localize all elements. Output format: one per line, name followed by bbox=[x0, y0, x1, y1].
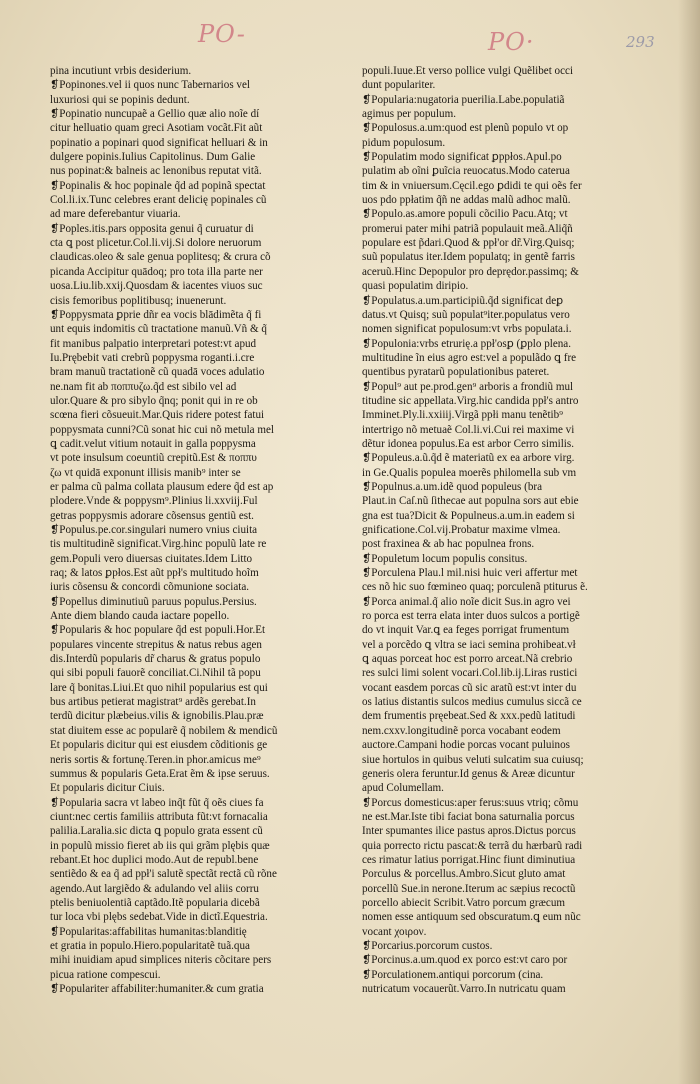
text-line: Iu.Prębebit vati crebrũ poppysma roganti.i.cre bbox=[50, 351, 255, 364]
text-line: er palma cũ palma collata plausum edere q̃d est ap bbox=[50, 480, 274, 493]
text-line: ❡Populo.as.amore populi cõcilio Pacu.Atq; vt bbox=[362, 208, 568, 221]
handwritten-mark-left: PO- bbox=[198, 20, 246, 48]
text-line: nomen esse antiquum sed obscuratum.ꝗ eum nũc bbox=[362, 911, 581, 924]
text-line: ❡Populetum locum populis consitus. bbox=[362, 552, 528, 565]
text-line: datus.vt Quisq; suũ populat⁹iter.populatus vero bbox=[362, 308, 570, 321]
text-line: ❡Porculationem.antiqui porcorum (cina. bbox=[362, 968, 544, 981]
text-line: ro porca est terra elata inter duos sulcos a portigẽ bbox=[362, 610, 580, 623]
text-line: ❡Porcinus.a.um.quod ex porco est:vt caro por bbox=[362, 954, 568, 967]
text-line: agendo.Aut largiẽdo & adulando vel aliis corru bbox=[50, 882, 259, 895]
text-line: gem.Populi vero diuersas ciuitates.Idem Litto bbox=[50, 552, 253, 565]
text-line: agimus per populum. bbox=[362, 108, 456, 121]
text-line: claudicas.oleo & sale genua poplitesq; & crura cõ bbox=[50, 251, 271, 264]
text-line: ꝗ cadit.velut vitium notauit in galla poppysma bbox=[50, 437, 256, 450]
text-line: pina incutiunt vrbis desiderium. bbox=[50, 65, 192, 77]
text-line: nus popinat:& balneis ac lenonibus reputat vitã. bbox=[50, 165, 262, 178]
text-line: poppysmata cunni?Cũ sonat hic cui nõ metula mel bbox=[50, 423, 274, 436]
text-line: dem frumentis pręebeat.Sed & xxx.pedũ latitudi bbox=[362, 710, 576, 723]
text-line: ne est.Mar.Iste tibi faciat bona saturnalia porcus bbox=[362, 810, 575, 823]
text-line: pidum populosum. bbox=[362, 136, 446, 149]
text-line: fit manibus palpatio interpretari potest:vt apud bbox=[50, 337, 257, 350]
text-line: ❡Populnus.a.um.idẽ quod populeus (bra bbox=[362, 480, 542, 493]
text-line: titudine sic appellata.Virg.hic candida ppł's antro bbox=[362, 394, 579, 407]
text-line: pulatim ab oĩni ꝑuĩcia reuocatus.Modo caterua bbox=[362, 165, 570, 178]
text-line: suũ populatus iter.Idem populatq; in gentẽ farris bbox=[362, 251, 575, 264]
text-line: do vt inquit Var.ꝗ ea feges porrigat frumentum bbox=[362, 624, 570, 637]
text-line: tur loca vbi plębs sedebat.Vide in dictĩ.Equestria. bbox=[50, 911, 268, 924]
text-line: gnificatione.Col.vij.Probatur maxime vlmea. bbox=[362, 524, 561, 536]
text-line: porcellũ Sue.in nerone.Iterum ac sæpius recoctũ bbox=[362, 882, 576, 895]
text-line: vocant χοιρον. bbox=[362, 925, 427, 938]
text-line: bram manuũ tractationẽ cũ quadā voces adulatio bbox=[50, 366, 265, 379]
text-line: ❡Populosus.a.um:quod est plenũ populo vt op bbox=[362, 122, 569, 135]
text-line: sentiẽdo & ea q̃ ad ppł'i salutẽ spectãt rectã cũ rõne bbox=[50, 868, 277, 881]
text-line: ❡Popinalis & hoc popinale q̃d ad popinã spectat bbox=[50, 179, 266, 192]
text-line: rebant.Et hoc duplici modo.Aut de republ.bene bbox=[50, 853, 259, 866]
text-line: ❡Poppysmata ꝑprie dñr ea vocis blādimẽta q̃ fi bbox=[50, 308, 262, 321]
text-line: cta ꝗ post plicetur.Col.li.vij.Si dolore neruorum bbox=[50, 237, 262, 250]
text-line: scœna fieri cõsueuit.Mar.Quis ridere potest fatui bbox=[50, 409, 265, 422]
text-line: apud Columellam. bbox=[362, 782, 444, 795]
text-line: summus & popularis Geta.Erat ẽm & ipse seruus. bbox=[50, 767, 270, 780]
text-line: Inter spumantes ilice pastus apros.Dictus porcus bbox=[362, 825, 576, 838]
text-line: tis multitudinẽ significat.Virg.hinc populũ late re bbox=[50, 538, 267, 551]
text-line: ❡Porcus domesticus:aper ferus:suus vtriq; cõmu bbox=[362, 796, 579, 809]
text-line: palilia.Laralia.sic dicta ꝗ populo grata essent cũ bbox=[50, 825, 263, 838]
text-line: getras poppysmis adorare cõsensus gentiũ est. bbox=[50, 509, 254, 522]
text-line: siue hortulos in quibus veluti sulcatim sua cuiusq; bbox=[362, 753, 584, 766]
text-line: Et popularis dicitur qui est eiusdem cõditionis ge bbox=[50, 739, 268, 752]
text-line: ❡Porculena Plau.l mil.nisi huic veri affertur met bbox=[362, 567, 578, 580]
text-line: ❡Popul⁹ aut pe.prod.gen⁹ arboris a frondiũ mul bbox=[362, 380, 574, 393]
text-line: multitudine ĩn eius agro est:vel a populãdo ꝗ fre bbox=[362, 351, 577, 364]
text-line: dẽtur idonea populus.Ea est arbor Cerro similis. bbox=[362, 437, 574, 450]
text-line: ❡Popularis & hoc populare q̃d est populi.Hor.Et bbox=[50, 624, 266, 637]
text-line: mihi inuidiam apud simplices niteris cõcitare pers bbox=[50, 954, 272, 967]
text-line: in populũ missio fieret ab iis qui grãm plębis quæ bbox=[50, 839, 270, 852]
text-line: ❡Populus.pe.cor.singulari numero vnius ciuita bbox=[50, 524, 258, 536]
text-line: ❡Popinatio nuncupaẽ a Gellio quæ alio noĩe dí bbox=[50, 108, 260, 121]
text-line: dunt populariter. bbox=[362, 79, 436, 92]
text-line: terdũ dicitur plæbeius.vilis & ignobilis.Plau.præ bbox=[50, 710, 264, 723]
text-line: ces rimatur latius porrigat.Hinc fiunt diminutiua bbox=[362, 853, 576, 866]
text-line: post fraxinea & ab hac populnea frons. bbox=[362, 538, 535, 551]
text-line: ne.nam fit ab ποππυζω.q̃d est sibilo vel ad bbox=[50, 380, 237, 393]
text-line: in Ge.Qualis populea moerẽs philomella sub vm bbox=[362, 466, 577, 479]
text-line: ❡Popularia sacra vt labeo inq̃t fũt q̃ oẽs ciues fa bbox=[50, 796, 264, 809]
text-line: bus artibus petierat magistrat⁹ ardẽs gerebat.In bbox=[50, 696, 256, 709]
text-line: stat diuitem esse ac popularẽ q̃ nobilem & mendicũ bbox=[50, 724, 278, 737]
text-line: tim & in vniuersum.Cęcil.ego ꝑdidi te qui oẽs fer bbox=[362, 179, 582, 192]
text-line: ❡Populonia:vrbs etrurię.a ppł'osꝑ (ꝑplo plena. bbox=[362, 337, 572, 350]
text-line: unt equis indomitis cũ tractatione manuũ.Vñ & q̃ bbox=[50, 323, 267, 336]
text-line: promerui pater mihi patriã populauit meã.Aliq̃ñ bbox=[362, 222, 573, 235]
text-line: ❡Populeus.a.ũ.q̃d ẽ materiatũ ex ea arbore virg. bbox=[362, 452, 575, 465]
text-line: et gratia in populo.Hiero.popularitatẽ tuã.qua bbox=[50, 939, 250, 952]
text-line: ❡Popularia:nugatoria puerilia.Labe.populatiã bbox=[362, 93, 565, 106]
handwritten-mark-right: PO· bbox=[488, 28, 535, 56]
text-line: populare est p̃dari.Quod & ppł'or dr̃.Virg.Quisq; bbox=[362, 237, 575, 250]
text-line: qui sibi populi fauorẽ conciliat.Ci.Nihil tã popu bbox=[50, 667, 261, 680]
text-line: vocant easdem porcas cũ sic aratũ est:vt inter du bbox=[362, 681, 577, 694]
text-line: ❡Popellus diminutiuũ paruus populus.Persius. bbox=[50, 595, 257, 608]
text-line: iuris cõsensu & concordi cõmunione sociata. bbox=[50, 581, 250, 594]
text-line: ❡Populatim modo significat ꝑppłos.Apul.po bbox=[362, 151, 562, 164]
text-line: nem.cxxv.longitudinẽ porca vocabant eodem bbox=[362, 724, 561, 737]
page-edge-shadow bbox=[678, 0, 700, 1084]
text-line: populi.Iuue.Et verso pollice vulgi Quẽlibet occi bbox=[362, 65, 574, 77]
text-line: neris sortis & fortunę.Teren.in phor.amicus me⁹ bbox=[50, 753, 261, 766]
text-line: Plaut.in Caſ.nũ ſithecae aut populna sors aut ebie bbox=[362, 495, 579, 508]
text-line: ❡Poples.itis.pars opposita genui q̃ curuatur di bbox=[50, 222, 254, 235]
text-line: vel a porcẽdo ꝗ vltra se iaci semina prohibeat.vł bbox=[362, 638, 576, 651]
text-line: os latius distantis sulcos medius cumulus siccã ce bbox=[362, 696, 582, 709]
text-line: auctore.Campani hodie porcas vocant puluinos bbox=[362, 739, 570, 752]
text-line: ꝗ aquas porceat hoc est porro arceat.Nã crebrio bbox=[362, 653, 573, 666]
text-line: vt pote insulsum coeuntiũ crepitũ.Est & ποππυ bbox=[50, 452, 257, 465]
text-line: ❡Porca animal.q̃ alio noĩe dicit Sus.in agro vei bbox=[362, 595, 571, 608]
text-line: ad mare deferebantur viuaria. bbox=[50, 208, 181, 221]
text-line: populares vincente strepitus & natus rebus agen bbox=[50, 638, 262, 651]
text-line: picua ratione compescui. bbox=[50, 968, 161, 981]
text-line: porcello abiecit Scribit.Vatro porcum græcum bbox=[362, 896, 566, 909]
text-line: Col.li.ix.Tunc celebres erant delicię popinales cũ bbox=[50, 194, 267, 207]
text-line: ces nõ hic suo fœmineo quaq; porculenã ptiturus ẽ. bbox=[362, 581, 588, 594]
text-line: picanda Accipitur quādoq; pro tota illa parte ner bbox=[50, 265, 263, 278]
text-line: quasi populatim diripio. bbox=[362, 280, 469, 293]
text-line: cisis femoribus poplitibusq; inuenerunt. bbox=[50, 294, 227, 307]
text-line: quia porrecto rictu pascat:& terrã du hærbarũ radi bbox=[362, 839, 583, 852]
text-line: intertrigo nõ metuaẽ Col.li.vi.Cui rei maxime vi bbox=[362, 423, 575, 436]
text-line: ciunt:nec certis familiis attributa fũt:vt fornacalia bbox=[50, 810, 268, 823]
text-line: generis olera feruntur.Id genus & Areæ dicuntur bbox=[362, 767, 575, 780]
text-line: Et popularis dicitur Ciuis. bbox=[50, 782, 165, 795]
text-line: ❡Popularitas:affabilitas humanitas:blanditię bbox=[50, 925, 247, 938]
text-line: ❡Popinones.vel ii quos nunc Tabernarios vel bbox=[50, 79, 250, 92]
text-line: dis.Interdũ popularis dr̃ charus & gratus populo bbox=[50, 653, 261, 666]
text-line: gna est tua?Dicit & Populneus.a.um.in eadem si bbox=[362, 509, 575, 522]
text-line: nutricatum vocauerũt.Varro.In nutricatu quam bbox=[362, 983, 566, 995]
text-line: Imminet.Ply.li.xxiiij.Virgã ppłi manu tenẽtib⁹ bbox=[362, 409, 564, 422]
right-text-column bbox=[362, 64, 662, 1054]
text-line: luxuriosi qui se popinis dedunt. bbox=[50, 93, 190, 106]
left-text-column bbox=[50, 64, 346, 1054]
text-line: citur helluatio quam greci Asotiam vocãt.Fit aũt bbox=[50, 122, 263, 135]
text-line: res sulci limi solent vocari.Col.lib.ij.Liras rustici bbox=[362, 667, 578, 680]
text-line: Ante diem blando cauda iactare popello. bbox=[50, 610, 230, 623]
text-line: plodere.Vnde & poppysm⁹.Plinius li.xxviij.Ful bbox=[50, 495, 258, 508]
text-line: dulgere popinis.Iulius Capitolinus. Dum Galie bbox=[50, 151, 256, 164]
text-line: ❡Porcarius.porcorum custos. bbox=[362, 939, 493, 952]
text-line: popinatio a popinari quod significat helluari & in bbox=[50, 136, 268, 149]
text-line: Porculus & porcellus.Ambro.Sicut gluto amat bbox=[362, 868, 566, 881]
text-line: uos pdo ppłatim q̃ñ ne addas malũ adhoc malũ. bbox=[362, 194, 571, 207]
text-line: raq; & latos ꝑpłos.Est aũt ppł's multitudo hoĩm bbox=[50, 567, 259, 580]
text-line: ❡Populariter affabiliter:humaniter.& cum gratia bbox=[50, 983, 264, 995]
text-line: aceruũ.Hinc Depopulor pro deprędor.passimq; & bbox=[362, 265, 579, 278]
text-line: ζω vt quidā exponunt illisis manib⁹ inter se bbox=[50, 466, 241, 479]
text-line: quentibus pyratarũ populationibus pateret. bbox=[362, 366, 550, 379]
text-line: ulor.Quare & pro sibylo q̃nq; ponit qui in re ob bbox=[50, 394, 258, 407]
folio-number: 293 bbox=[626, 33, 655, 51]
text-line: ❡Populatus.a.um.participiũ.q̃d significat deꝑ bbox=[362, 294, 564, 307]
text-line: ptelis beniuolentiã captãdo.Itẽ popularia dicebã bbox=[50, 896, 260, 909]
text-line: lare q̃ bonitas.Liui.Et quo nihil popularius est qui bbox=[50, 681, 268, 694]
text-line: uosa.Liu.lib.xxij.Quosdam & iacentes viuos suc bbox=[50, 280, 263, 293]
text-line: nomen significat populosum:vt vrbs populata.i. bbox=[362, 323, 572, 336]
